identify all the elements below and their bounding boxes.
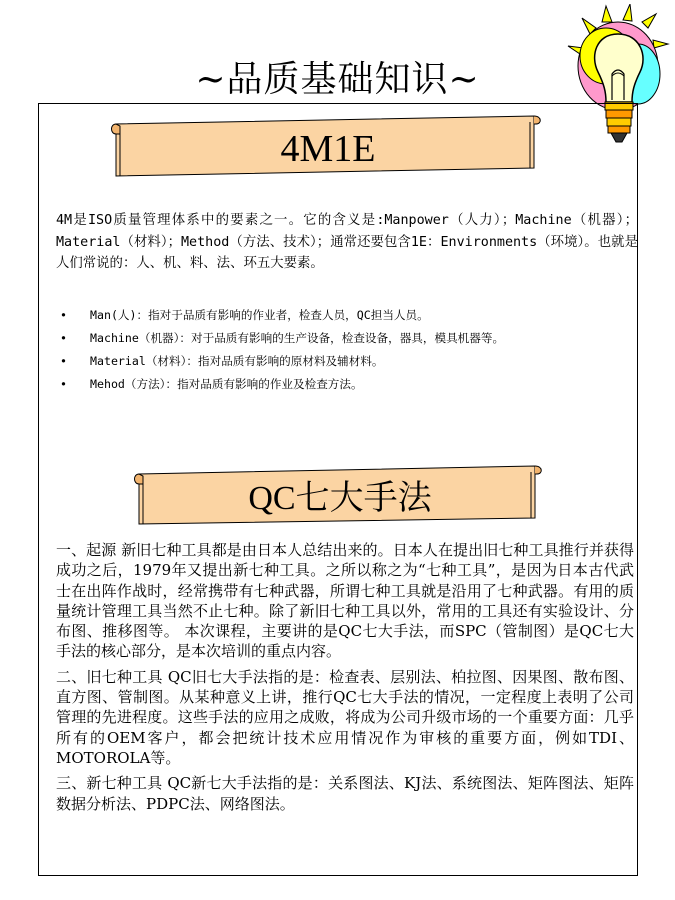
banner-qc: [133, 462, 547, 528]
bullet-dot: •: [60, 331, 67, 345]
intro-paragraph: 4M是ISO质量管理体系中的要素之一。它的含义是:Manpower（人力）；Machine（机器）；Material（材料）；Method（方法、技术）；通常还要包含1E：Environments（环境）。也就是人们常说的：人、机、料、法、环五大要素。: [56, 213, 638, 271]
list-item: [60, 306, 600, 324]
list-item: [60, 375, 600, 393]
bullet-text: Material（材料）：指对品质有影响的原材料及辅材料。: [90, 354, 384, 368]
bullet-list: [60, 306, 600, 398]
list-item: [60, 352, 600, 370]
bullet-text: Man(人)：指对于品质有影响的作业者，检查人员，QC担当人员。: [90, 308, 429, 322]
bullet-text: Machine（机器）：对于品质有影响的生产设备，检查设备，器具，模具机器等。: [90, 331, 505, 345]
bullet-dot: •: [60, 377, 67, 391]
qc-paragraph-new-tools: 三、新七种工具 QC新七大手法指的是：关系图法、KJ法、系统图法、矩阵图法、矩阵数据分析法、PDPC法、网络图法。: [56, 774, 634, 813]
page-title: ~品质基础知识~: [195, 59, 480, 100]
list-item: [60, 329, 600, 347]
bullet-text: Mehod（方法）：指对品质有影响的作业及检查方法。: [90, 377, 363, 391]
qc-body: [56, 540, 634, 819]
banner-4m1e: [110, 112, 546, 180]
section-heading-qc: QC七大手法: [248, 480, 432, 517]
section-heading-4m1e: 4M1E: [280, 128, 376, 170]
qc-paragraph-origin: 一、起源 新旧七种工具都是由日本人总结出来的。日本人在提出旧七种工具推行并获得成功之后，1979年又提出新七种工具。之所以称之为“七种工具”，是因为日本古代武士在出阵作战时，经常携带有七种武器，所谓七种工具就是沿用了七种武器。有用的质量统计管理工具当然不止七种。除了新旧七种工具以外，常用的工具还有实验设计、分布图、推移图等。 本次课程，主要讲的是QC七大手法，而SPC（管制图）是QC七大手法的核心部分，是本次培训的重点内容。: [56, 541, 634, 661]
bullet-dot: •: [60, 308, 67, 322]
qc-paragraph-old-tools: 二、旧七种工具 QC旧七大手法指的是：检查表、层别法、柏拉图、因果图、散布图、直方图、管制图。从某种意义上讲，推行QC七大手法的情况，一定程度上表明了公司管理的先进程度。这些手法的应用之成败，将成为公司升级市场的一个重要方面：几乎所有的OEM客户，都会把统计技术应用情况作为审核的重要方面，例如TDI、MOTOROLA等。: [56, 667, 634, 767]
bullet-dot: •: [60, 354, 67, 368]
